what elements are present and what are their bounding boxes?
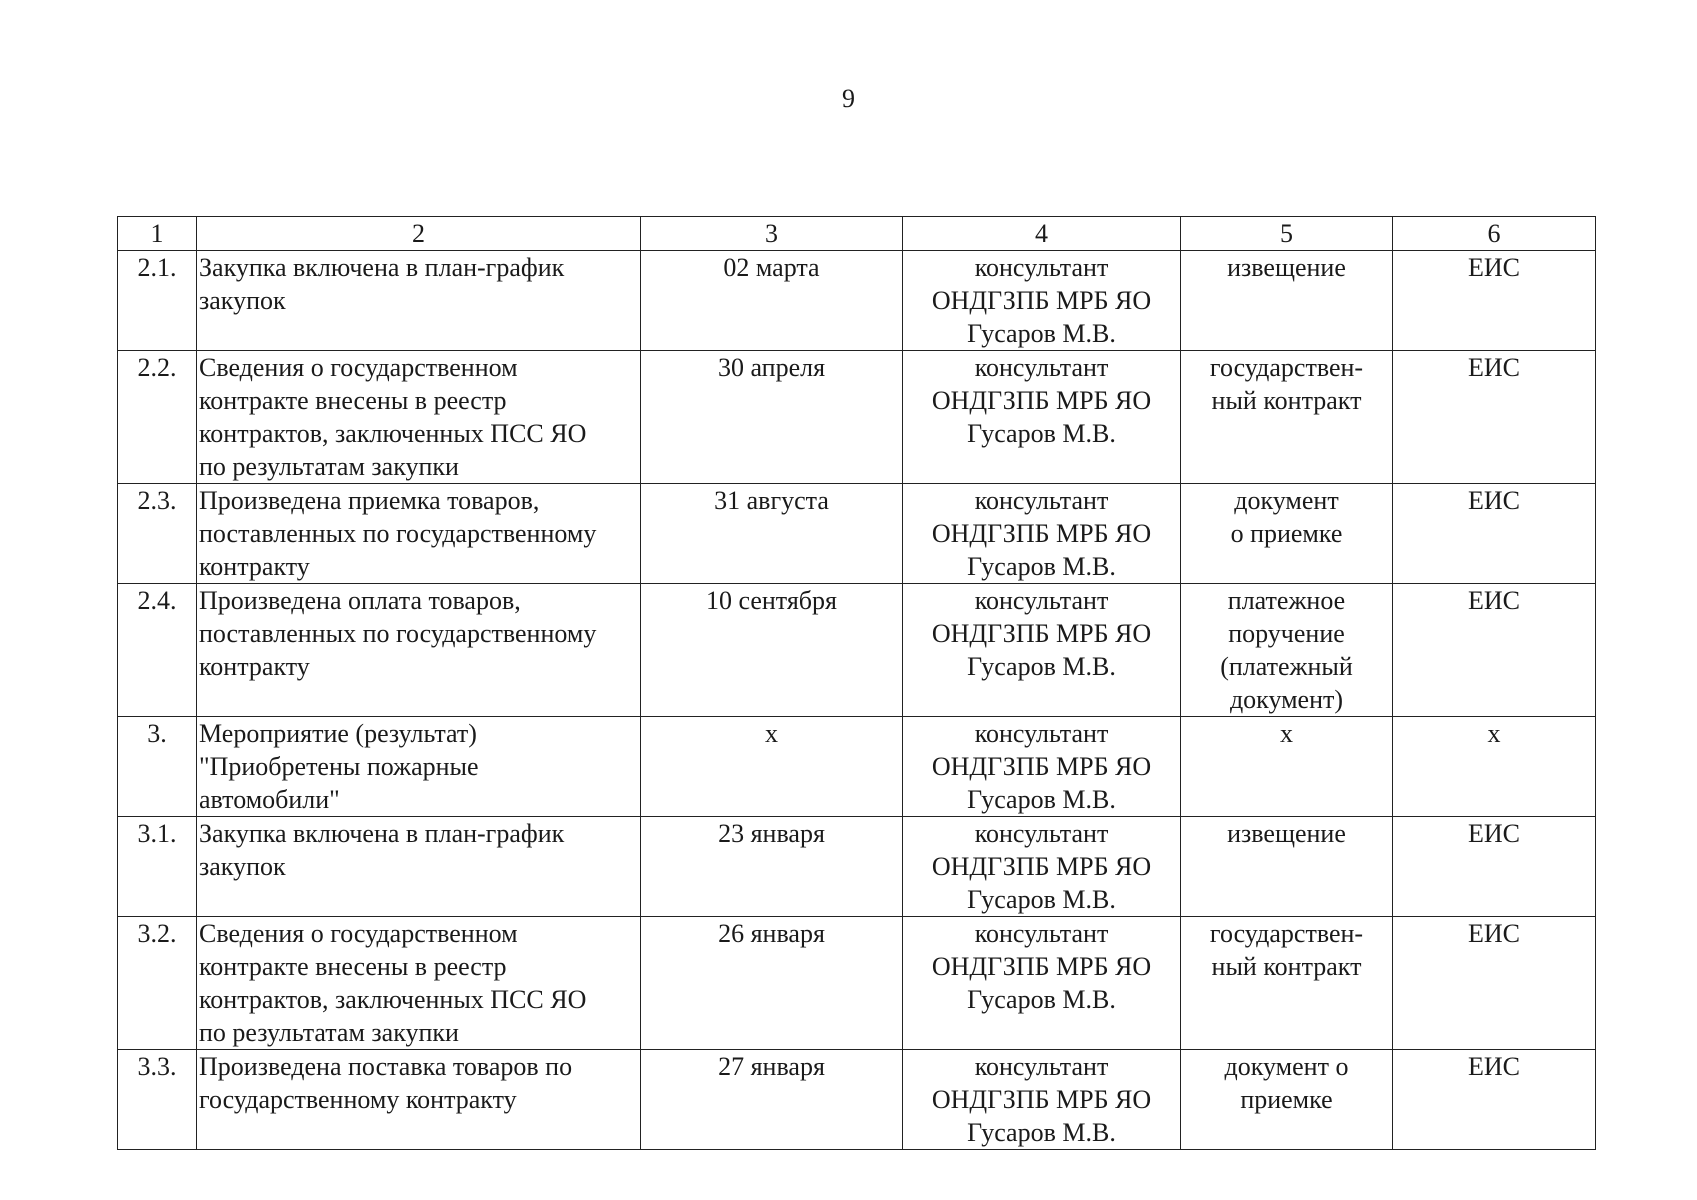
table-row — [118, 817, 1596, 917]
activity-text-line: закупок — [199, 852, 286, 881]
table-row — [118, 251, 1596, 351]
row-number-cell — [118, 251, 197, 351]
system-cell — [1393, 717, 1596, 817]
row-number: 2.1. — [137, 253, 177, 282]
document-cell — [1181, 1050, 1393, 1150]
row-number-cell — [118, 717, 197, 817]
responsible-text-line: Гусаров М.В. — [967, 885, 1116, 914]
activity-cell — [197, 351, 641, 484]
row-number-cell — [118, 817, 197, 917]
activity-text-line: "Приобретены пожарные — [199, 752, 479, 781]
system-cell — [1393, 584, 1596, 717]
activity-text-line: по результатам закупки — [199, 452, 459, 481]
system-text: ЕИС — [1468, 253, 1520, 282]
activity-text-line: поставленных по государственному — [199, 619, 597, 648]
document-text-line: приемке — [1240, 1085, 1333, 1114]
system-cell — [1393, 484, 1596, 584]
activity-text-line: Произведена поставка товаров по — [199, 1052, 573, 1081]
responsible-text-line: консультант — [974, 719, 1109, 748]
system-text: ЕИС — [1468, 919, 1520, 948]
row-number: 3.1. — [137, 819, 177, 848]
responsible-cell — [903, 1050, 1181, 1150]
activity-cell — [197, 584, 641, 717]
activity-text-line: Произведена оплата товаров, — [199, 586, 521, 615]
activity-text-line: автомобили" — [199, 785, 340, 814]
activity-cell — [197, 717, 641, 817]
date-cell — [641, 351, 903, 484]
document-cell — [1181, 817, 1393, 917]
system-text: ЕИС — [1468, 486, 1520, 515]
date-text: х — [765, 719, 778, 748]
row-number: 2.4. — [137, 586, 177, 615]
row-number-cell — [118, 1050, 197, 1150]
responsible-text-line: Гусаров М.В. — [967, 785, 1116, 814]
activity-text-line: Закупка включена в план-график — [199, 819, 565, 848]
responsible-text-line: ОНДГЗПБ МРБ ЯО — [931, 952, 1152, 981]
responsible-text-line: Гусаров М.В. — [967, 985, 1116, 1014]
activity-text-line: закупок — [199, 286, 286, 315]
document-text-line: поручение — [1228, 619, 1345, 648]
system-cell — [1393, 351, 1596, 484]
date-text: 27 января — [718, 1052, 825, 1081]
responsible-text-line: Гусаров М.В. — [967, 319, 1116, 348]
activity-text-line: Произведена приемка товаров, — [199, 486, 540, 515]
date-cell — [641, 251, 903, 351]
date-cell — [641, 817, 903, 917]
document-text-line: х — [1280, 719, 1293, 748]
document-text-line: платежное — [1227, 586, 1346, 615]
document-cell — [1181, 484, 1393, 584]
row-number-cell — [118, 351, 197, 484]
row-number: 3.3. — [137, 1052, 177, 1081]
document-cell — [1181, 251, 1393, 351]
responsible-text-line: консультант — [974, 586, 1109, 615]
responsible-text-line: Гусаров М.В. — [967, 419, 1116, 448]
responsible-text-line: консультант — [974, 1052, 1109, 1081]
activity-cell — [197, 484, 641, 584]
activity-text-line: контрактов, заключенных ПСС ЯО — [199, 985, 587, 1014]
responsible-text-line: ОНДГЗПБ МРБ ЯО — [931, 386, 1152, 415]
responsible-text-line: Гусаров М.В. — [967, 1118, 1116, 1147]
activity-text-line: контракту — [199, 552, 310, 581]
date-text: 26 января — [718, 919, 825, 948]
table-row — [118, 917, 1596, 1050]
responsible-text-line: ОНДГЗПБ МРБ ЯО — [931, 852, 1152, 881]
activity-text-line: поставленных по государственному — [199, 519, 597, 548]
responsible-text-line: ОНДГЗПБ МРБ ЯО — [931, 619, 1152, 648]
responsible-text-line: ОНДГЗПБ МРБ ЯО — [931, 752, 1152, 781]
document-text-line: ный контракт — [1211, 952, 1362, 981]
responsible-text-line: консультант — [974, 919, 1109, 948]
system-cell — [1393, 817, 1596, 917]
table-row — [118, 1050, 1596, 1150]
table-row — [118, 484, 1596, 584]
activity-cell — [197, 251, 641, 351]
system-text: ЕИС — [1468, 1052, 1520, 1081]
column-number: 5 — [1181, 217, 1393, 251]
activity-text-line: по результатам закупки — [199, 1018, 459, 1047]
system-text: ЕИС — [1468, 353, 1520, 382]
activity-text-line: Сведения о государственном — [199, 353, 518, 382]
column-number-row — [118, 217, 1596, 251]
system-text: х — [1487, 719, 1501, 748]
system-cell — [1393, 251, 1596, 351]
row-number: 2.3. — [137, 486, 177, 515]
activity-text-line: Сведения о государственном — [199, 919, 518, 948]
document-text-line: документ — [1234, 486, 1339, 515]
system-cell — [1393, 1050, 1596, 1150]
table-row — [118, 584, 1596, 717]
document-text-line: (платежный — [1220, 652, 1353, 681]
system-cell — [1393, 917, 1596, 1050]
activity-text-line: контракте внесены в реестр — [199, 952, 507, 981]
row-number: 3.2. — [137, 919, 177, 948]
document-text-line: документ) — [1229, 685, 1344, 714]
responsible-cell — [903, 817, 1181, 917]
document-text-line: о приемке — [1230, 519, 1343, 548]
row-number-cell — [118, 584, 197, 717]
responsible-cell — [903, 251, 1181, 351]
responsible-cell — [903, 584, 1181, 717]
responsible-text-line: консультант — [974, 819, 1109, 848]
document-text-line: ный контракт — [1211, 386, 1362, 415]
document-text-line: извещение — [1227, 253, 1346, 282]
responsible-text-line: ОНДГЗПБ МРБ ЯО — [931, 1085, 1152, 1114]
system-text: ЕИС — [1468, 586, 1520, 615]
responsible-cell — [903, 484, 1181, 584]
responsible-text-line: консультант — [974, 253, 1109, 282]
date-cell — [641, 1050, 903, 1150]
activity-text-line: контрактов, заключенных ПСС ЯО — [199, 419, 587, 448]
responsible-cell — [903, 717, 1181, 817]
activity-text-line: контракте внесены в реестр — [199, 386, 507, 415]
date-cell — [641, 484, 903, 584]
column-number: 4 — [903, 217, 1181, 251]
activity-cell — [197, 917, 641, 1050]
row-number: 2.2. — [137, 353, 177, 382]
responsible-cell — [903, 917, 1181, 1050]
responsible-text-line: ОНДГЗПБ МРБ ЯО — [931, 286, 1152, 315]
activity-cell — [197, 817, 641, 917]
document-cell — [1181, 584, 1393, 717]
date-cell — [641, 917, 903, 1050]
responsible-cell — [903, 351, 1181, 484]
activity-text-line: контракту — [199, 652, 310, 681]
date-text: 31 августа — [714, 486, 829, 515]
date-cell — [641, 717, 903, 817]
document-text-line: государствен- — [1209, 353, 1364, 382]
column-number: 6 — [1393, 217, 1596, 251]
column-number: 3 — [641, 217, 903, 251]
activity-text-line: Закупка включена в план-график — [199, 253, 565, 282]
row-number-cell — [118, 917, 197, 1050]
table-row — [118, 351, 1596, 484]
document-cell — [1181, 351, 1393, 484]
date-text: 02 марта — [723, 253, 820, 282]
table-row — [118, 717, 1596, 817]
date-text: 10 сентября — [706, 586, 837, 615]
date-text: 30 апреля — [717, 353, 826, 382]
document-text-line: извещение — [1227, 819, 1346, 848]
page-number: 9 — [842, 84, 855, 113]
document-cell — [1181, 717, 1393, 817]
row-number-cell — [118, 484, 197, 584]
column-number: 1 — [118, 217, 197, 251]
responsible-text-line: консультант — [974, 353, 1109, 382]
date-cell — [641, 584, 903, 717]
responsible-text-line: Гусаров М.В. — [967, 552, 1116, 581]
row-number: 3. — [147, 719, 167, 748]
document-text-line: документ о — [1224, 1052, 1349, 1081]
column-number: 2 — [197, 217, 641, 251]
date-text: 23 января — [718, 819, 825, 848]
activity-cell — [197, 1050, 641, 1150]
document-cell — [1181, 917, 1393, 1050]
responsible-text-line: ОНДГЗПБ МРБ ЯО — [931, 519, 1152, 548]
responsible-text-line: консультант — [974, 486, 1109, 515]
system-text: ЕИС — [1468, 819, 1520, 848]
activity-text-line: государственному контракту — [199, 1085, 517, 1114]
responsible-text-line: Гусаров М.В. — [967, 652, 1116, 681]
plan-table — [117, 216, 1596, 1150]
document-text-line: государствен- — [1209, 919, 1364, 948]
activity-text-line: Мероприятие (результат) — [199, 719, 477, 748]
